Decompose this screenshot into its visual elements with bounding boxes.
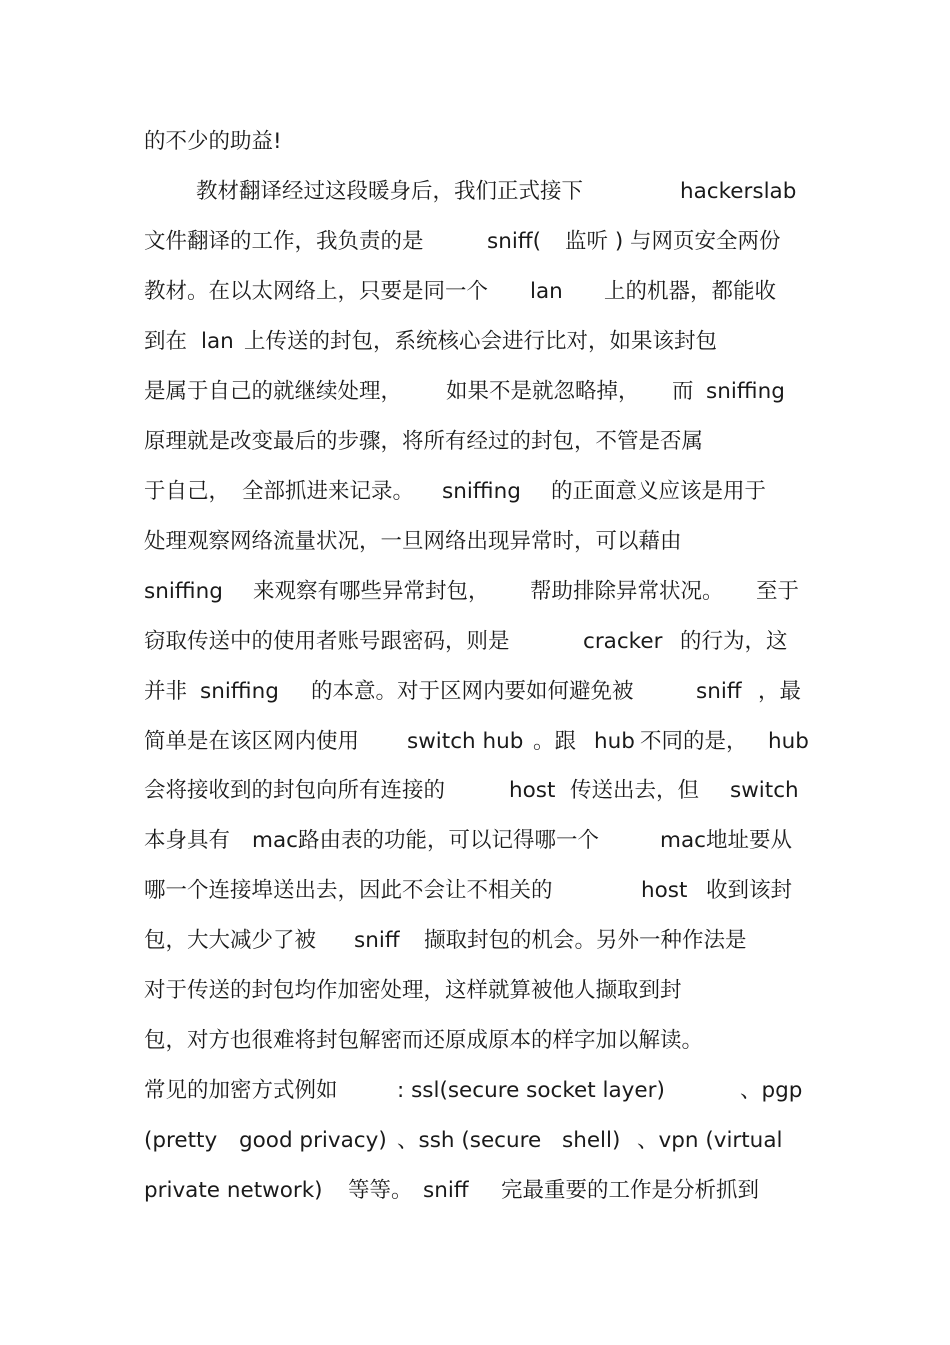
- text-segment: lan: [201, 329, 234, 354]
- text-segment: 传送出去，但: [570, 778, 700, 803]
- text-segment: 简单是在该区网内使用: [144, 729, 360, 754]
- text-segment: 包，对方也很难将封包解密而还原成原本的样字加以解读。: [144, 1028, 704, 1053]
- text-segment: 帮助排除异常状况。: [530, 579, 724, 604]
- text-segment: sniffing: [706, 379, 785, 404]
- text-segment: 监听 ) 与网页安全两份: [565, 229, 781, 254]
- text-segment: 的行为，这: [680, 629, 788, 654]
- text-segment: : ssl(secure socket layer): [397, 1078, 665, 1103]
- text-segment: 哪一个连接埠送出去，因此不会让不相关的: [144, 878, 553, 903]
- text-segment: 教材。在以太网络上，只要是同一个: [144, 279, 489, 304]
- text-segment: 包，大大减少了被: [144, 928, 317, 953]
- text-segment: 如果不是就忽略掉，: [446, 379, 640, 404]
- text-segment: 等等。: [348, 1178, 413, 1203]
- text-segment: 原理就是改变最后的步骤，将所有经过的封包，不管是否属: [144, 429, 704, 454]
- text-segment: shell): [562, 1128, 621, 1153]
- text-segment: 完最重要的工作是分析抓到: [501, 1178, 760, 1203]
- text-segment: (pretty: [144, 1128, 218, 1153]
- text-segment: sniffing: [200, 679, 279, 704]
- text-segment: lan: [530, 279, 563, 304]
- text-segment: host: [641, 878, 688, 903]
- text-segment: mac路由表的功能，可以记得哪一个: [252, 828, 599, 853]
- text-segment: sniff: [354, 928, 400, 953]
- text-segment: 上的机器，都能收: [604, 279, 777, 304]
- text-segment: switch hub: [407, 729, 524, 754]
- text-segment: sniff(: [487, 229, 542, 254]
- text-segment: 是属于自己的就继续处理，: [144, 379, 403, 404]
- text-segment: 并非: [144, 679, 188, 704]
- text-segment: 会将接收到的封包向所有连接的: [144, 778, 446, 803]
- text-segment: 到在: [144, 329, 188, 354]
- text-segment: 全部抓进来记录。: [242, 479, 415, 504]
- text-segment: 、pgp: [740, 1078, 803, 1103]
- text-segment: 于自己，: [144, 479, 231, 504]
- text-segment: hub: [768, 729, 809, 754]
- text-segment: sniff: [423, 1178, 469, 1203]
- text-segment: sniffing: [442, 479, 521, 504]
- text-segment: 处理观察网络流量状况，一旦网络出现异常时，可以藉由: [144, 529, 682, 554]
- text-segment: hub: [594, 729, 635, 754]
- text-segment: 、ssh (secure: [397, 1128, 542, 1153]
- text-segment: 对于传送的封包均作加密处理，这样就算被他人撷取到封: [144, 978, 682, 1003]
- text-segment: 常见的加密方式例如: [144, 1078, 338, 1103]
- text-segment: sniffing: [144, 579, 223, 604]
- text-segment: hackerslab: [680, 179, 797, 204]
- text-segment: 撷取封包的机会。另外一种作法是: [424, 928, 747, 953]
- text-segment: 收到该封: [706, 878, 793, 903]
- text-segment: 文件翻译的工作，我负责的是: [144, 229, 424, 254]
- text-segment: 而: [672, 379, 694, 404]
- text-segment: switch: [730, 778, 799, 803]
- text-segment: 上传送的封包，系统核心会进行比对，如果该封包: [244, 329, 718, 354]
- text-segment: host: [509, 778, 556, 803]
- text-segment: 窃取传送中的使用者账号跟密码，则是: [144, 629, 510, 654]
- text-segment: 的不少的助益!: [144, 129, 282, 154]
- text-segment: 。跟: [533, 729, 577, 754]
- text-segment: good privacy): [239, 1128, 387, 1153]
- text-segment: 的本意。对于区网内要如何避免被: [311, 679, 634, 704]
- text-segment: cracker: [583, 629, 663, 654]
- text-segment: mac地址要从: [660, 828, 792, 853]
- text-segment: 本身具有: [144, 828, 231, 853]
- text-segment: 至于: [756, 579, 800, 604]
- text-segment: 、vpn (virtual: [637, 1128, 783, 1153]
- text-segment: 不同的是，: [640, 729, 748, 754]
- text-segment: 教材翻译经过这段暖身后，我们正式接下: [196, 179, 584, 204]
- text-segment: private network): [144, 1178, 323, 1203]
- text-segment: 来观察有哪些异常封包，: [253, 579, 490, 604]
- text-segment: ，最: [758, 679, 802, 704]
- text-segment: 的正面意义应该是用于: [551, 479, 767, 504]
- text-segment: sniff: [696, 679, 742, 704]
